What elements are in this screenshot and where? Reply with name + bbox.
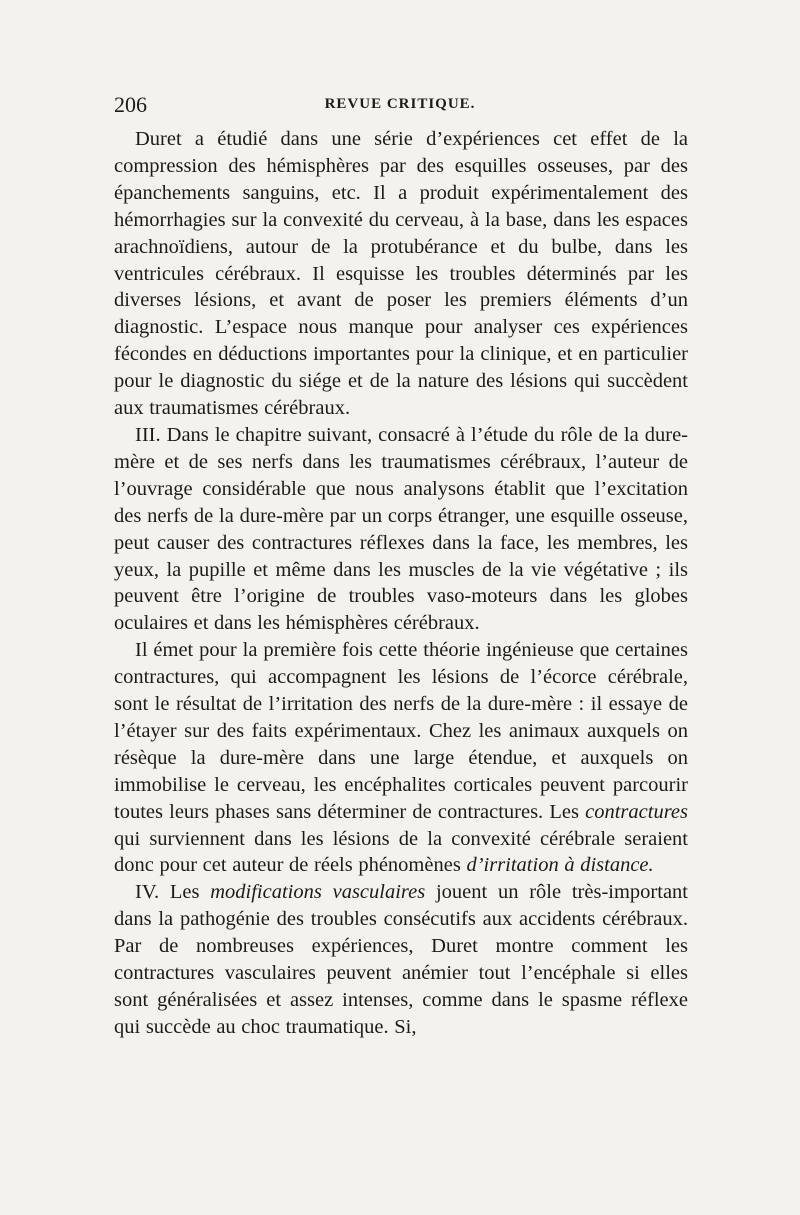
paragraph bbox=[114, 637, 688, 879]
text-run: qui surviennent dans les lésions de la convexité cérébrale seraient donc pour cet auteur de réels phénomènes bbox=[114, 827, 688, 877]
paragraph: III. Dans le chapitre suivant, consacré à l’étude du rôle de la dure-mère et de ses nerfs dans les traumatismes cérébraux, l’auteur de l’ouvrage considérable que nous analysons établit que l’excitation des nerfs de la dure-mère par un corps étranger, une esquille osseuse, peut causer des contractures réflexes dans la face, les membres, les yeux, la pupille et même dans les muscles de la vie végétative ; ils peuvent être l’origine de troubles vaso-moteurs dans les globes oculaires et dans les hémisphères cérébraux. bbox=[114, 423, 688, 635]
page-header bbox=[114, 92, 686, 118]
running-title: REVUE CRITIQUE. bbox=[324, 96, 476, 112]
text-run: Il émet pour la première fois cette théorie ingénieuse que certaines contractures, qui accompagnent les lésions de l’écorce cérébrale, sont le résultat de l’irritation des nerfs de la dure-mère : il essaye de l’étayer sur des faits expérimentaux. Chez les animaux auxquels on résèque la dure-mère dans une large étendue, et auxquels on immobilise le cerveau, les encéphalites corticales peuvent parcourir toutes leurs phases sans déterminer de contractures. Les bbox=[114, 639, 688, 823]
page-number: 206 bbox=[114, 92, 147, 117]
paragraph bbox=[114, 879, 688, 1040]
body-text bbox=[114, 126, 688, 1041]
italic-term: modifications vasculaires bbox=[210, 881, 426, 904]
text-run: IV. Les bbox=[135, 881, 211, 904]
paragraph: Duret a étudié dans une série d’expériences cet effet de la compression des hémisphères par des esquilles osseuses, par des épanchements sanguins, etc. Il a produit expérimentalement des hémorrhagies sur la convexité du cerveau, à la base, dans les espaces arachnoïdiens, autour de la protubérance et du bulbe, dans les ventricules cérébraux. Il esquisse les troubles déterminés par les diverses lésions, et avant de poser les premiers éléments d’un diagnostic. L’espace nous manque pour analyser ces expériences fécondes en déductions importantes pour la clinique, et en particulier pour le diagnostic du siége et de la nature des lésions qui succèdent aux traumatismes cérébraux. bbox=[114, 128, 688, 420]
italic-term: contractures bbox=[585, 800, 688, 823]
italic-term: d’irritation à distance. bbox=[466, 854, 654, 877]
text-run: jouent un rôle très-important dans la pathogénie des troubles consécutifs aux accidents cérébraux. Par de nombreuses expériences, Duret montre comment les contractures vasculaires peuvent anémier tout l’encéphale si elles sont généralisées et assez intenses, comme dans le spasme réflexe qui succède au choc traumatique. Si, bbox=[114, 881, 688, 1038]
